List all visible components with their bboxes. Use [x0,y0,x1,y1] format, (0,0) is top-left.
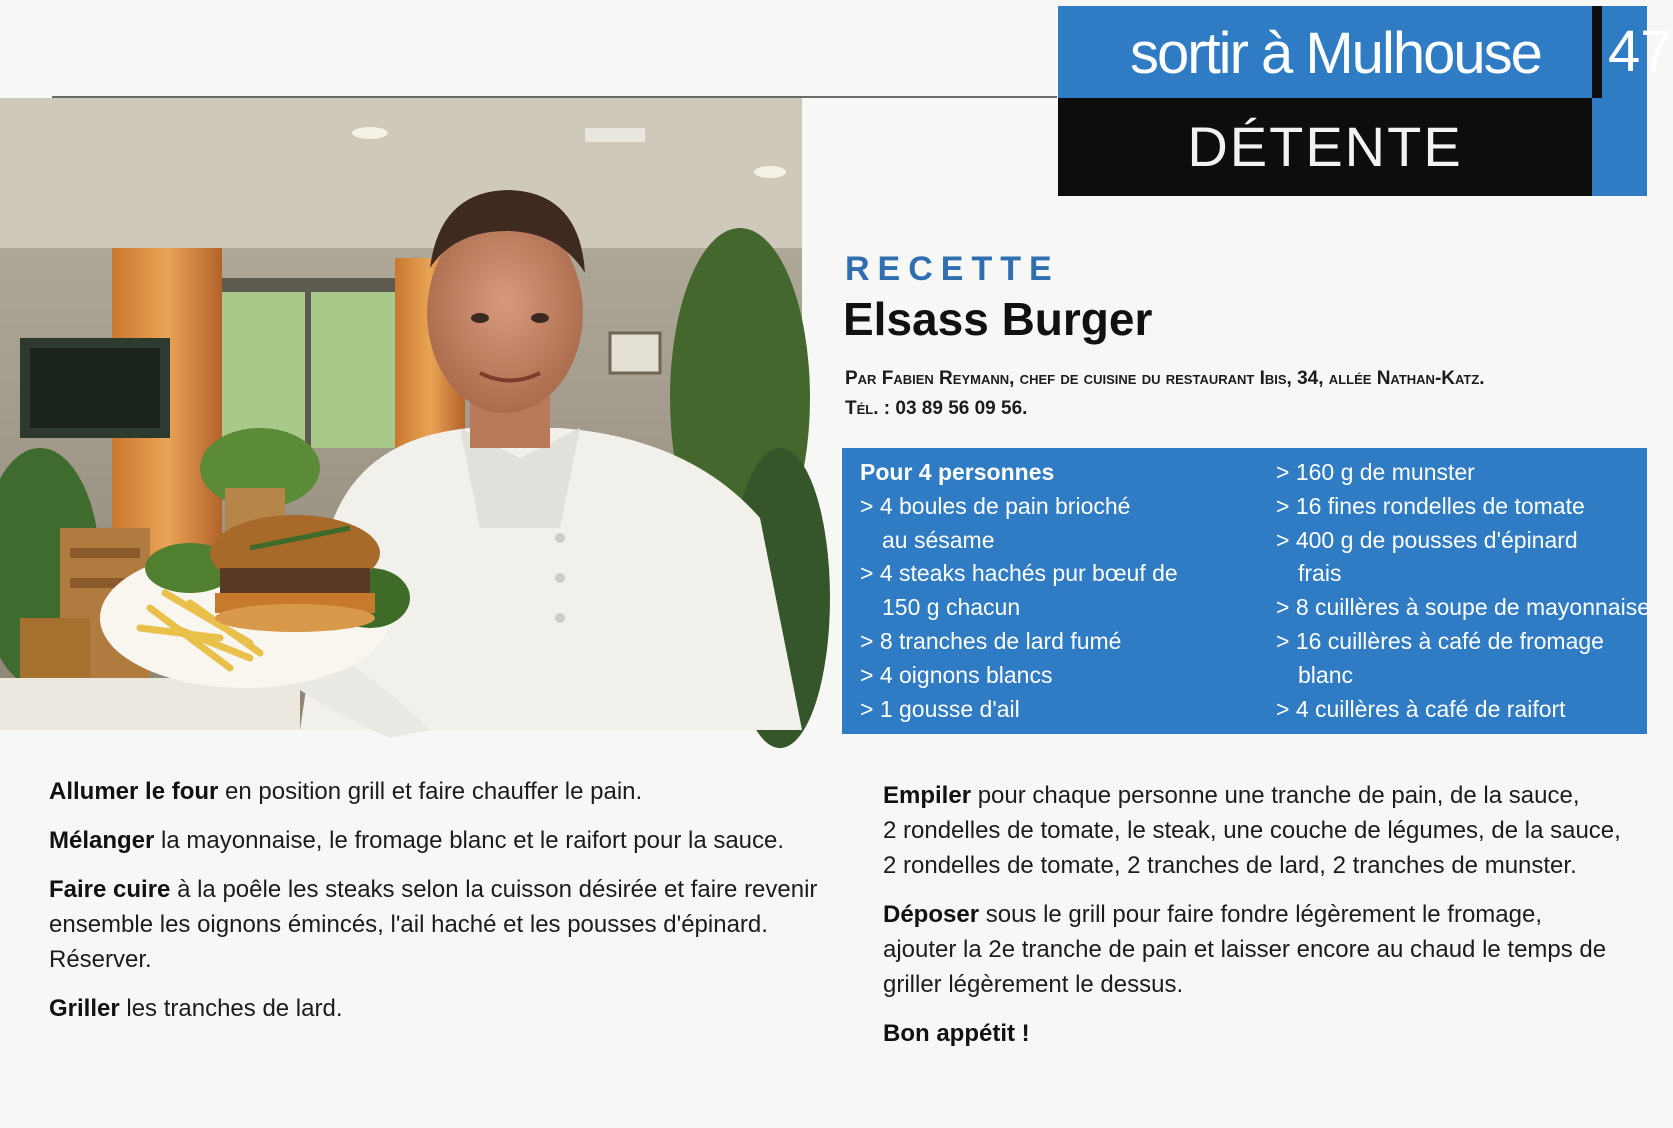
ingredient-item: > 4 steaks hachés pur bœuf de [860,560,1178,587]
step-paragraph [49,872,819,977]
recipe-title: Elsass Burger [843,293,1153,345]
ingredients-heading: Pour 4 personnes [860,459,1055,485]
ingredient-item: > 400 g de pousses d'épinard [1276,526,1578,553]
ingredient-item: > 1 gousse d'ail [860,695,1020,722]
step-text: griller légèrement le dessus. [883,971,1184,998]
step-text: pour chaque personne une tranche de pain, de la sauce, [971,782,1580,809]
step-text: les tranches de lard. [119,995,343,1022]
step-lead: Faire cuire [49,876,171,903]
steps-right-column [883,778,1663,1065]
step-paragraph [49,823,819,858]
step-text: 2 rondelles de tomate, le steak, une couche de légumes, de la sauce, [883,817,1621,844]
ingredients-box [842,448,1650,734]
ingredient-item-cont: blanc [1298,661,1353,688]
step-paragraph [883,897,1663,1002]
page-number: 47 [1608,19,1673,84]
recipe-kicker: RECETTE [845,250,1060,288]
category-banner-edge [1592,98,1647,196]
steps-left-column [49,774,819,1040]
byline-phone: Tél. : 03 89 56 09 56. [845,398,1028,419]
step-text: en position grill et faire chauffer le pain. [218,778,643,805]
category-banner [1058,98,1592,196]
step-text: ajouter la 2e tranche de pain et laisser encore au chaud le temps de [883,936,1607,963]
chef-photo [0,98,802,730]
step-lead: Griller [49,995,120,1022]
step-lead: Empiler [883,782,972,809]
step-paragraph [49,774,819,809]
ingredient-item: > 4 cuillères à café de raifort [1276,695,1566,722]
step-paragraph [883,1016,1663,1051]
step-text: à la poêle les steaks selon la cuisson désirée et faire revenir ensemble les oignons émincés, l'ail haché et les pousses d'épinard. Réserver. [49,876,818,973]
ingredient-item: > 160 g de munster [1276,459,1475,485]
page-number-box [1602,6,1673,98]
step-text: 2 rondelles de tomate, 2 tranches de lard, 2 tranches de munster. [883,852,1577,879]
step-text: sous le grill pour faire fondre légèrement le fromage, [979,901,1543,928]
ingredients-left-column [860,456,1178,726]
ingredient-item: > 16 cuillères à café de fromage [1276,627,1604,654]
step-lead: Mélanger [49,827,155,854]
ingredients-right-column [1276,456,1650,726]
recipe-byline [845,364,1645,424]
ingredient-item-cont: frais [1298,560,1342,587]
category-title: DÉTENTE [1187,115,1463,178]
ingredient-item: > 4 boules de pain brioché [860,492,1131,519]
ingredient-item-cont: au sésame [882,526,995,553]
step-text: la mayonnaise, le fromage blanc et le raifort pour la sauce. [154,827,785,854]
ingredient-item: > 8 cuillères à soupe de mayonnaise [1276,594,1650,621]
ingredient-item: > 4 oignons blancs [860,661,1053,688]
step-lead: Déposer [883,901,980,928]
ingredient-item: > 8 tranches de lard fumé [860,627,1122,654]
ingredient-item: > 16 fines rondelles de tomate [1276,492,1585,519]
banner-divider [1592,6,1602,98]
step-paragraph [883,778,1663,883]
step-lead: Allumer le four [49,778,219,805]
byline-author: Par Fabien Reymann, chef de cuisine du restaurant Ibis, 34, allée Nathan-Katz. [845,368,1485,389]
closing-line: Bon appétit ! [883,1020,1030,1047]
step-paragraph [49,991,819,1026]
ingredient-item-cont: 150 g chacun [882,594,1021,621]
section-title: sortir à Mulhouse [1130,21,1541,86]
